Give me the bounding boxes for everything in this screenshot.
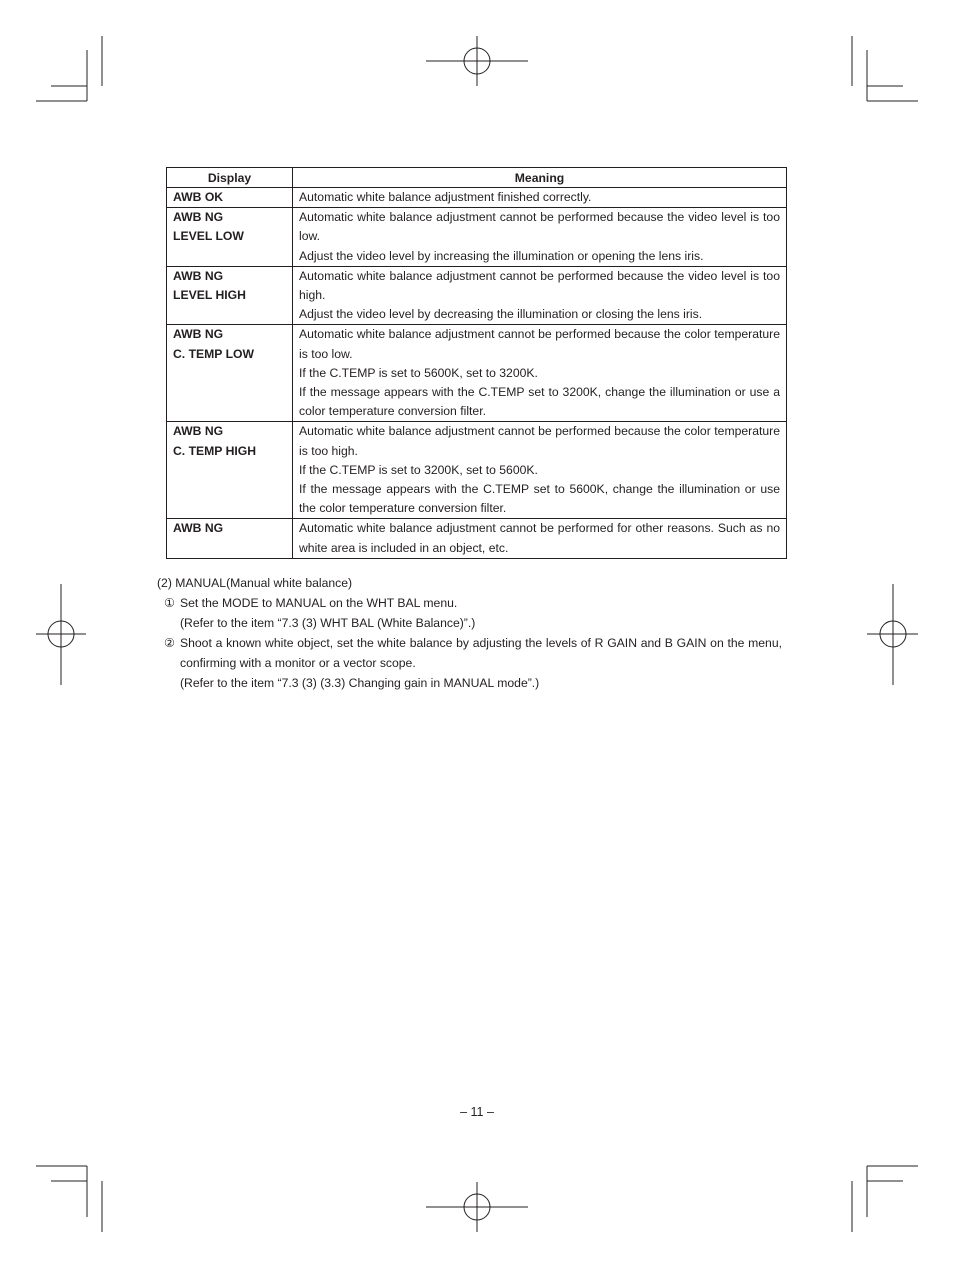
display-cell (167, 208, 293, 267)
display-text: LEVEL LOW (173, 229, 244, 244)
meaning-cell (293, 188, 787, 208)
crop-mark-top-right (852, 36, 918, 101)
meaning-text: If the C.TEMP is set to 5600K, set to 3200K. (299, 365, 538, 380)
page-number: – 11 – (460, 1105, 494, 1119)
meaning-text: Adjust the video level by decreasing the illumination or closing the lens iris. (299, 307, 703, 322)
meaning-text: Automatic white balance adjustment cannot be performed because the video level is too low. (299, 210, 780, 244)
meaning-text: Automatic white balance adjustment finished correctly. (299, 190, 592, 204)
step-reference: (Refer to the item “7.3 (3) (3.3) Changing gain in MANUAL mode”.) (180, 676, 540, 690)
display-text: C. TEMP LOW (173, 346, 255, 361)
step-2 (157, 633, 782, 673)
registration-mark-bottom (426, 1182, 528, 1232)
header-meaning: Meaning (293, 168, 787, 188)
meaning-cell (293, 266, 787, 325)
awb-message-table (166, 167, 787, 559)
section-heading: (2) MANUAL(Manual white balance) (157, 576, 353, 590)
display-text: AWB NG (173, 327, 224, 342)
meaning-cell (293, 325, 787, 422)
step-1 (157, 593, 782, 613)
registration-mark-top (426, 36, 528, 86)
step-number: ② (164, 636, 175, 650)
table-row (167, 208, 787, 267)
header-display: Display (167, 168, 293, 188)
meaning-text: Adjust the video level by increasing the illumination or opening the lens iris. (299, 248, 704, 263)
meaning-text: Automatic white balance adjustment cannot be performed because the color temperature is too low. (299, 327, 780, 361)
step-reference: (Refer to the item “7.3 (3) WHT BAL (White Balance)”.) (180, 616, 476, 630)
display-text: AWB NG (173, 424, 224, 439)
display-text: AWB NG (173, 521, 224, 536)
crop-mark-bottom-left (36, 1166, 102, 1232)
display-cell (167, 188, 293, 208)
display-text: AWB OK (173, 190, 224, 204)
registration-mark-left (36, 584, 86, 685)
display-cell (167, 422, 293, 519)
display-text: C. TEMP HIGH (173, 443, 257, 458)
meaning-text: Automatic white balance adjustment cannot be performed for other reasons. Such as no white area is included in an object, etc. (299, 521, 780, 555)
crop-mark-bottom-right (852, 1166, 918, 1232)
step-text: Shoot a known white object, set the white balance by adjusting the levels of R GAIN and B GAIN on the menu, confirming with a monitor or a vector scope. (180, 636, 782, 670)
display-cell (167, 266, 293, 325)
table-row (167, 519, 787, 558)
meaning-text: If the message appears with the C.TEMP set to 5600K, change the illumination or use the color temperature conversion filter. (299, 482, 780, 516)
meaning-cell (293, 422, 787, 519)
meaning-text: Automatic white balance adjustment cannot be performed because the video level is too high. (299, 268, 780, 303)
meaning-text: If the C.TEMP is set to 3200K, set to 5600K. (299, 462, 538, 477)
display-text: AWB NG (173, 210, 224, 225)
meaning-cell (293, 208, 787, 267)
manual-white-balance-section (157, 573, 782, 693)
meaning-cell (293, 519, 787, 558)
table-row (167, 325, 787, 422)
crop-mark-top-left (36, 36, 102, 101)
display-cell (167, 519, 293, 558)
meaning-text: If the message appears with the C.TEMP set to 3200K, change the illumination or use a color temperature conversion filter. (299, 385, 780, 419)
table-row (167, 266, 787, 325)
table-row (167, 422, 787, 519)
registration-mark-right (867, 584, 918, 685)
display-text: LEVEL HIGH (173, 288, 246, 303)
display-cell (167, 325, 293, 422)
display-text: AWB NG (173, 268, 224, 283)
step-number: ① (164, 596, 175, 610)
table-header-row (167, 168, 787, 188)
step-text: Set the MODE to MANUAL on the WHT BAL menu. (180, 596, 458, 610)
meaning-text: Automatic white balance adjustment cannot be performed because the color temperature is too high. (299, 424, 780, 458)
table-row (167, 188, 787, 208)
